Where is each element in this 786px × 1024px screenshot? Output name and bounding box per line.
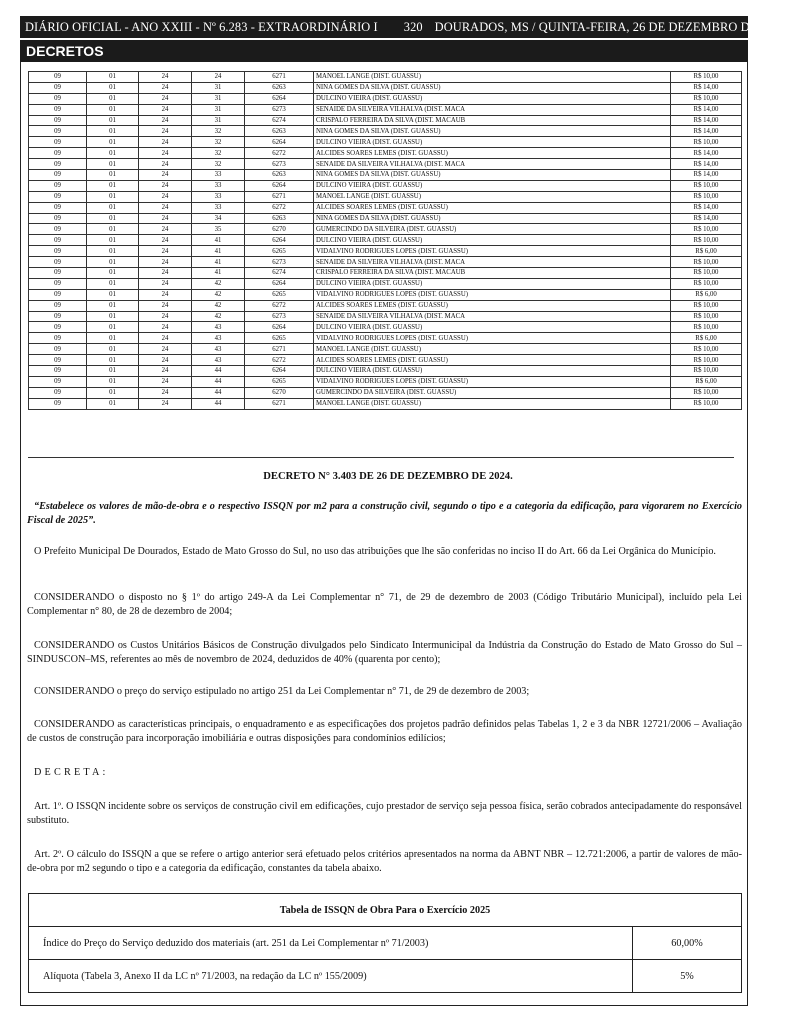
cell-name: DULCINO VIEIRA (DIST. GUASSU): [314, 137, 671, 148]
table-row: [29, 104, 742, 115]
cell-col2: 01: [87, 115, 139, 126]
cell-col3: 24: [139, 300, 192, 311]
cell-code: 6264: [245, 278, 314, 289]
cell-code: 6264: [245, 93, 314, 104]
table-row: [29, 72, 742, 83]
cell-col2: 01: [87, 148, 139, 159]
cell-value: R$ 14,00: [671, 104, 742, 115]
cell-value: R$ 10,00: [671, 278, 742, 289]
cell-col1: 09: [29, 268, 87, 279]
cell-name: SENAIDE DA SILVEIRA VILHALVA (DIST. MACA: [314, 159, 671, 170]
cell-col4: 33: [192, 180, 245, 191]
cell-name: SENAIDE DA SILVEIRA VILHALVA (DIST. MACA: [314, 104, 671, 115]
cell-col3: 24: [139, 115, 192, 126]
cell-col1: 09: [29, 278, 87, 289]
location-date: DOURADOS, MS / QUINTA-FEIRA, 26 DE DEZEMBRO DE 2024: [434, 19, 786, 34]
cell-value: R$ 10,00: [671, 387, 742, 398]
cell-col4: 41: [192, 235, 245, 246]
cell-col4: 32: [192, 148, 245, 159]
table-row: [29, 213, 742, 224]
article-2: Art. 2º. O cálculo do ISSQN a que se refere o artigo anterior será efetuado pelos critérios apresentados na norma da ABNT NBR – 12.721:2006, a partir de valores de mão-de-obra por m2 segundo o tipo e a categoria da edificação, constantes da tabela abaixo.: [27, 849, 742, 874]
cell-code: 6265: [245, 333, 314, 344]
cell-col3: 24: [139, 387, 192, 398]
cell-value: R$ 14,00: [671, 148, 742, 159]
considerando-1: CONSIDERANDO o disposto no § 1º do artigo 249-A da Lei Complementar n° 71, de 29 de dezembro de 2003 (Código Tributário Municipal), incluído pela Lei Complementar n° 80, de 28 de dezembro de 2004;: [27, 592, 742, 617]
cell-col1: 09: [29, 289, 87, 300]
issqn-row-label: Alíquota (Tabela 3, Anexo II da LC nº 71/2003, na redação da LC nº 155/2009): [29, 960, 633, 993]
cell-col3: 24: [139, 268, 192, 279]
cell-col2: 01: [87, 300, 139, 311]
cell-value: R$ 10,00: [671, 180, 742, 191]
cell-code: 6273: [245, 257, 314, 268]
table-row: [29, 180, 742, 191]
cell-name: ALCIDES SOARES LEMES (DIST. GUASSU): [314, 202, 671, 213]
cell-code: 6271: [245, 398, 314, 409]
table-row: [29, 311, 742, 322]
cell-col1: 09: [29, 300, 87, 311]
cell-value: R$ 10,00: [671, 300, 742, 311]
cell-col2: 01: [87, 191, 139, 202]
cell-value: R$ 10,00: [671, 344, 742, 355]
cell-value: R$ 14,00: [671, 115, 742, 126]
cell-code: 6270: [245, 224, 314, 235]
table-row: [29, 268, 742, 279]
cell-col4: 44: [192, 398, 245, 409]
cell-name: CRISPALO FERREIRA DA SILVA (DIST. MACAUB: [314, 268, 671, 279]
cell-col1: 09: [29, 398, 87, 409]
cell-name: DULCINO VIEIRA (DIST. GUASSU): [314, 322, 671, 333]
table-row: [29, 246, 742, 257]
cell-code: 6273: [245, 104, 314, 115]
cell-col3: 24: [139, 257, 192, 268]
cell-col1: 09: [29, 159, 87, 170]
cell-col1: 09: [29, 366, 87, 377]
table-row: [29, 355, 742, 366]
cell-col2: 01: [87, 289, 139, 300]
cell-name: NINA GOMES DA SILVA (DIST. GUASSU): [314, 170, 671, 181]
cell-code: 6265: [245, 246, 314, 257]
cell-col3: 24: [139, 289, 192, 300]
cell-col1: 09: [29, 126, 87, 137]
cell-col4: 31: [192, 93, 245, 104]
issqn-table: [28, 893, 742, 993]
cell-col4: 24: [192, 72, 245, 83]
considerando-2: CONSIDERANDO os Custos Unitários Básicos de Construção divulgados pelo Sindicato Intermunicipal da Indústria da Construção do Estado de Mato Grosso do Sul – SINDUSCON–MS, referentes ao mês de novembro de 2024, deduzidos de 40% (quarenta por cento);: [27, 640, 742, 665]
cell-col2: 01: [87, 322, 139, 333]
cell-code: 6272: [245, 355, 314, 366]
cell-name: VIDALVINO RODRIGUES LOPES (DIST. GUASSU): [314, 289, 671, 300]
cell-col3: 24: [139, 235, 192, 246]
cell-col1: 09: [29, 104, 87, 115]
cell-col2: 01: [87, 159, 139, 170]
cell-col1: 09: [29, 115, 87, 126]
cell-value: R$ 6,00: [671, 376, 742, 387]
cell-name: CRISPALO FERREIRA DA SILVA (DIST. MACAUB: [314, 115, 671, 126]
cell-col3: 24: [139, 72, 192, 83]
cell-col1: 09: [29, 148, 87, 159]
considerando-3: CONSIDERANDO o preço do serviço estipulado no artigo 251 da Lei Complementar n° 71, de 29 de dezembro de 2003;: [34, 686, 530, 697]
cell-col4: 31: [192, 82, 245, 93]
cell-name: NINA GOMES DA SILVA (DIST. GUASSU): [314, 82, 671, 93]
cell-code: 6271: [245, 344, 314, 355]
cell-name: NINA GOMES DA SILVA (DIST. GUASSU): [314, 213, 671, 224]
cell-value: R$ 14,00: [671, 126, 742, 137]
table-row: [29, 170, 742, 181]
cell-code: 6263: [245, 213, 314, 224]
table-row: [29, 333, 742, 344]
cell-value: R$ 6,00: [671, 246, 742, 257]
cell-value: R$ 10,00: [671, 322, 742, 333]
cell-col3: 24: [139, 180, 192, 191]
cell-col2: 01: [87, 126, 139, 137]
considerando-4: CONSIDERANDO as características principais, o enquadramento e as especificações dos projetos padrão definidos pelas Tabelas 1, 2 e 3 da NBR 12721/2006 – Avaliação de custos de construção para incorporação imobiliária e outras disposições para condomínios edilícios;: [27, 719, 742, 744]
cell-col1: 09: [29, 376, 87, 387]
cell-name: GUMERCINDO DA SILVEIRA (DIST. GUASSU): [314, 387, 671, 398]
table-row: [29, 387, 742, 398]
cell-value: R$ 10,00: [671, 72, 742, 83]
cell-col1: 09: [29, 82, 87, 93]
table-row: [29, 366, 742, 377]
decreta-heading: DECRETA:: [34, 767, 109, 778]
cell-value: R$ 10,00: [671, 355, 742, 366]
table-row: [29, 278, 742, 289]
cell-code: 6263: [245, 126, 314, 137]
cell-col2: 01: [87, 82, 139, 93]
cell-value: R$ 14,00: [671, 82, 742, 93]
issqn-row-value: 5%: [633, 960, 742, 993]
cell-col3: 24: [139, 344, 192, 355]
cell-name: VIDALVINO RODRIGUES LOPES (DIST. GUASSU): [314, 246, 671, 257]
cell-value: R$ 14,00: [671, 159, 742, 170]
cell-code: 6264: [245, 366, 314, 377]
cell-col2: 01: [87, 93, 139, 104]
cell-code: 6265: [245, 289, 314, 300]
cell-value: R$ 14,00: [671, 202, 742, 213]
cell-col1: 09: [29, 257, 87, 268]
cell-name: GUMERCINDO DA SILVEIRA (DIST. GUASSU): [314, 224, 671, 235]
cell-value: R$ 10,00: [671, 398, 742, 409]
cell-col4: 41: [192, 246, 245, 257]
table-row: [29, 344, 742, 355]
cell-col3: 24: [139, 82, 192, 93]
cell-col4: 43: [192, 344, 245, 355]
cell-value: R$ 10,00: [671, 311, 742, 322]
cell-code: 6273: [245, 311, 314, 322]
cell-col1: 09: [29, 387, 87, 398]
cell-col4: 43: [192, 355, 245, 366]
table-row: [29, 322, 742, 333]
cell-col4: 33: [192, 170, 245, 181]
cell-value: R$ 10,00: [671, 257, 742, 268]
cell-col2: 01: [87, 72, 139, 83]
cell-code: 6273: [245, 159, 314, 170]
cell-col3: 24: [139, 376, 192, 387]
cell-name: DULCINO VIEIRA (DIST. GUASSU): [314, 235, 671, 246]
cell-name: ALCIDES SOARES LEMES (DIST. GUASSU): [314, 148, 671, 159]
table-row: [29, 148, 742, 159]
table-row: [29, 82, 742, 93]
cell-col4: 33: [192, 202, 245, 213]
page-number: 320: [403, 19, 423, 34]
cell-col4: 32: [192, 159, 245, 170]
cell-code: 6274: [245, 268, 314, 279]
cell-value: R$ 6,00: [671, 333, 742, 344]
table-row: [29, 300, 742, 311]
cell-col1: 09: [29, 246, 87, 257]
cell-col2: 01: [87, 213, 139, 224]
cell-col3: 24: [139, 104, 192, 115]
decree-ementa: “Estabelece os valores de mão-de-obra e o respectivo ISSQN por m2 para a construção civil, segundo o tipo e a categoria da edificação, para vigorarem no Exercício Fiscal de 2025”.: [27, 501, 742, 526]
cell-col3: 24: [139, 159, 192, 170]
cell-col2: 01: [87, 355, 139, 366]
cell-value: R$ 10,00: [671, 366, 742, 377]
cell-col1: 09: [29, 202, 87, 213]
table-row: [29, 191, 742, 202]
cell-col3: 24: [139, 191, 192, 202]
cell-name: MANOEL LANGE (DIST. GUASSU): [314, 398, 671, 409]
cell-col2: 01: [87, 311, 139, 322]
cell-col2: 01: [87, 104, 139, 115]
cell-col3: 24: [139, 213, 192, 224]
table-row: [29, 960, 742, 993]
table-row: [29, 398, 742, 409]
cell-col2: 01: [87, 202, 139, 213]
issqn-row-value: 60,00%: [633, 927, 742, 960]
cell-col1: 09: [29, 224, 87, 235]
cell-col1: 09: [29, 213, 87, 224]
publication-title: DIÁRIO OFICIAL - ANO XXIII - Nº 6.283 - EXTRAORDINÁRIO I: [25, 19, 378, 34]
cell-code: 6264: [245, 322, 314, 333]
cell-col2: 01: [87, 344, 139, 355]
cell-name: DULCINO VIEIRA (DIST. GUASSU): [314, 366, 671, 377]
cell-col1: 09: [29, 93, 87, 104]
cell-col4: 44: [192, 387, 245, 398]
cell-col3: 24: [139, 322, 192, 333]
cell-name: MANOEL LANGE (DIST. GUASSU): [314, 191, 671, 202]
cell-code: 6263: [245, 82, 314, 93]
cell-col3: 24: [139, 246, 192, 257]
issqn-table-title: Tabela de ISSQN de Obra Para o Exercício 2025: [29, 894, 742, 927]
cell-col1: 09: [29, 344, 87, 355]
cell-code: 6264: [245, 235, 314, 246]
decree-title: DECRETO N° 3.403 DE 26 DE DEZEMBRO DE 2024.: [263, 471, 513, 482]
decree-preamble: O Prefeito Municipal De Dourados, Estado de Mato Grosso do Sul, no uso das atribuições que lhe são conferidas no inciso II do Art. 66 da Lei Orgânica do Município.: [34, 546, 716, 557]
cell-code: 6263: [245, 170, 314, 181]
cell-col4: 42: [192, 278, 245, 289]
table-row: [29, 289, 742, 300]
cell-col2: 01: [87, 137, 139, 148]
cell-col3: 24: [139, 398, 192, 409]
cell-col1: 09: [29, 355, 87, 366]
cell-value: R$ 10,00: [671, 268, 742, 279]
cell-col4: 43: [192, 322, 245, 333]
table-row: [29, 115, 742, 126]
table-row: [29, 257, 742, 268]
cell-value: R$ 10,00: [671, 191, 742, 202]
cell-value: R$ 10,00: [671, 235, 742, 246]
cell-col4: 44: [192, 376, 245, 387]
cell-name: SENAIDE DA SILVEIRA VILHALVA (DIST. MACA: [314, 311, 671, 322]
cell-code: 6264: [245, 180, 314, 191]
cell-col3: 24: [139, 148, 192, 159]
table-row: [29, 126, 742, 137]
cell-value: R$ 14,00: [671, 213, 742, 224]
cell-col2: 01: [87, 366, 139, 377]
cell-col1: 09: [29, 235, 87, 246]
cell-col3: 24: [139, 333, 192, 344]
cell-col3: 24: [139, 278, 192, 289]
table-row: [29, 202, 742, 213]
cell-value: R$ 10,00: [671, 137, 742, 148]
cell-code: 6264: [245, 137, 314, 148]
cell-col3: 24: [139, 137, 192, 148]
cell-col2: 01: [87, 398, 139, 409]
cell-col3: 24: [139, 311, 192, 322]
cell-name: MANOEL LANGE (DIST. GUASSU): [314, 72, 671, 83]
cell-col4: 35: [192, 224, 245, 235]
cell-value: R$ 14,00: [671, 170, 742, 181]
table-row: [29, 93, 742, 104]
cell-col2: 01: [87, 278, 139, 289]
cell-col2: 01: [87, 170, 139, 181]
section-title: DECRETOS: [20, 40, 748, 62]
cell-col2: 01: [87, 246, 139, 257]
cell-name: ALCIDES SOARES LEMES (DIST. GUASSU): [314, 300, 671, 311]
cell-col1: 09: [29, 170, 87, 181]
table-row: [29, 927, 742, 960]
cell-code: 6271: [245, 72, 314, 83]
cell-col4: 31: [192, 115, 245, 126]
cell-name: ALCIDES SOARES LEMES (DIST. GUASSU): [314, 355, 671, 366]
cell-col4: 34: [192, 213, 245, 224]
page-header: [20, 16, 786, 38]
cell-col1: 09: [29, 322, 87, 333]
cell-col1: 09: [29, 333, 87, 344]
divider: [28, 457, 734, 458]
cell-col2: 01: [87, 235, 139, 246]
cell-col3: 24: [139, 93, 192, 104]
tax-rows-table: [28, 71, 742, 410]
cell-name: DULCINO VIEIRA (DIST. GUASSU): [314, 278, 671, 289]
cell-code: 6272: [245, 300, 314, 311]
cell-value: R$ 6,00: [671, 289, 742, 300]
cell-name: NINA GOMES DA SILVA (DIST. GUASSU): [314, 126, 671, 137]
cell-name: SENAIDE DA SILVEIRA VILHALVA (DIST. MACA: [314, 257, 671, 268]
cell-col3: 24: [139, 202, 192, 213]
cell-col3: 24: [139, 170, 192, 181]
table-row: [29, 376, 742, 387]
cell-name: DULCINO VIEIRA (DIST. GUASSU): [314, 93, 671, 104]
cell-code: 6272: [245, 202, 314, 213]
cell-col2: 01: [87, 257, 139, 268]
cell-code: 6271: [245, 191, 314, 202]
cell-col4: 31: [192, 104, 245, 115]
cell-col4: 32: [192, 137, 245, 148]
cell-code: 6272: [245, 148, 314, 159]
cell-name: MANOEL LANGE (DIST. GUASSU): [314, 344, 671, 355]
cell-col4: 33: [192, 191, 245, 202]
cell-col4: 42: [192, 300, 245, 311]
table-row: [29, 159, 742, 170]
issqn-row-label: Índice do Preço do Serviço deduzido dos materiais (art. 251 da Lei Complementar nº 71/2003): [29, 927, 633, 960]
cell-col3: 24: [139, 355, 192, 366]
cell-value: R$ 10,00: [671, 224, 742, 235]
cell-col2: 01: [87, 376, 139, 387]
cell-col3: 24: [139, 366, 192, 377]
cell-col4: 42: [192, 289, 245, 300]
cell-col1: 09: [29, 311, 87, 322]
cell-name: VIDALVINO RODRIGUES LOPES (DIST. GUASSU): [314, 376, 671, 387]
cell-col4: 43: [192, 333, 245, 344]
cell-col4: 42: [192, 311, 245, 322]
table-row: [29, 224, 742, 235]
cell-col2: 01: [87, 180, 139, 191]
cell-col1: 09: [29, 72, 87, 83]
cell-code: 6270: [245, 387, 314, 398]
cell-col2: 01: [87, 224, 139, 235]
cell-name: DULCINO VIEIRA (DIST. GUASSU): [314, 180, 671, 191]
cell-value: R$ 10,00: [671, 93, 742, 104]
cell-col4: 32: [192, 126, 245, 137]
cell-col3: 24: [139, 126, 192, 137]
cell-name: VIDALVINO RODRIGUES LOPES (DIST. GUASSU): [314, 333, 671, 344]
cell-col4: 41: [192, 268, 245, 279]
table-row: [29, 137, 742, 148]
cell-col2: 01: [87, 333, 139, 344]
cell-col1: 09: [29, 180, 87, 191]
cell-col2: 01: [87, 387, 139, 398]
cell-col3: 24: [139, 224, 192, 235]
cell-col4: 44: [192, 366, 245, 377]
table-row: [29, 235, 742, 246]
cell-col4: 41: [192, 257, 245, 268]
cell-col1: 09: [29, 137, 87, 148]
cell-code: 6265: [245, 376, 314, 387]
cell-code: 6274: [245, 115, 314, 126]
cell-col1: 09: [29, 191, 87, 202]
cell-col2: 01: [87, 268, 139, 279]
article-1: Art. 1º. O ISSQN incidente sobre os serviços de construção civil em edificações, cujo prestador de serviço seja pessoa física, serão cobrados antecipadamente do responsável substituto.: [27, 801, 742, 826]
